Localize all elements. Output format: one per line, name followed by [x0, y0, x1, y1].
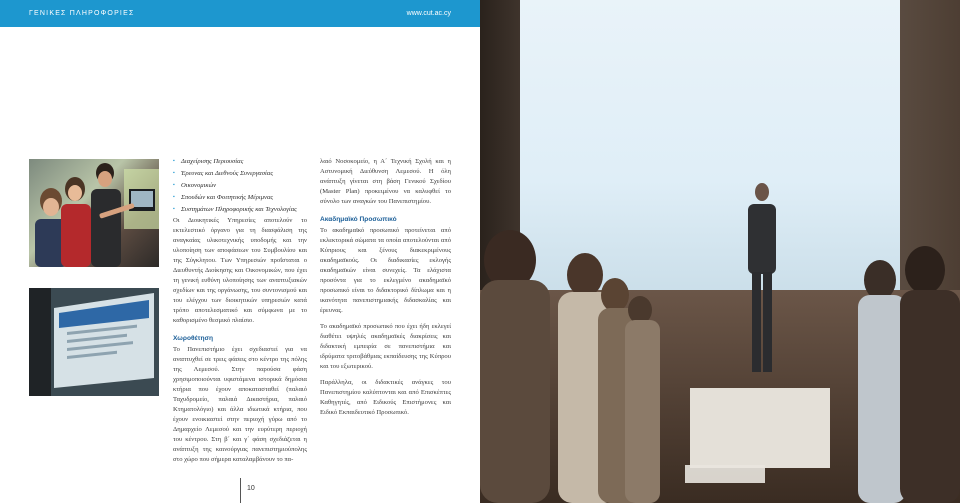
header-band — [0, 0, 480, 27]
left-text-column — [173, 157, 307, 465]
campus-heading: Χωροθέτηση — [173, 335, 214, 342]
students-illustration — [29, 159, 159, 267]
academic-paragraph: Το ακαδημαϊκό προσωπικό που έχει ήδη εκλεγεί διαθέτει υψηλές ακαδημαϊκές διακρίσεις και διδακτική εμπειρία σε πανεπιστήμια και ιδρύματα τριτοβάθμιας εκπαίδευσης της Κύπρου και του εξωτερικού. — [320, 323, 451, 370]
campus-paragraph: Το Πανεπιστήμιο έχει σχεδιαστεί για να αναπτυχθεί σε τρεις φάσεις στο κέντρο της πόλης της Λεμεσού. Στην παρούσα φάση χρησιμοποιούνται υφιστάμενα ιστορικά δημόσια κτήρια που έχουν αποκατασταθεί (παλαιό Ταχυδρομείο, παλαιά Δικαστήρια, παλαιό Κτηματολόγιο) και άλλα ιδιωτικά κτήρια, που έχουν ενοικιαστεί στην περιοχή γύρω από το Δημαρχείο Λεμεσού και την ευρύτερη περιοχή του κέντρου. Στη β΄ και γ΄ φάση σχεδιάζεται η ανάπτυξη της καινούργιας πανεπιστημιούπολης στο χώρο που σήμερα καταλαμβάνουν το πα- — [173, 346, 307, 463]
academic-paragraph: Παράλληλα, οι διδακτικές ανάγκες του Πανεπιστημίου καλύπτονται και από Επισκέπτες Καθηγητές, από Ειδικούς Επιστήμονες και Ειδικό Εκπαιδευτικό Προσωπικό. — [320, 379, 451, 416]
academic-staff-heading: Ακαδημαϊκό Προσωπικό — [320, 216, 397, 223]
computer-screen-photo — [29, 288, 159, 396]
campus-continuation: λαιό Νοσοκομείο, η Α΄ Τεχνική Σχολή και η Αστυνομική Διεύθυνση Λεμεσού. Η όλη ανάπτυξη γίνεται στη βάση Γενικού Σχεδίου (Master Plan) προκειμένου να καλυφθεί το σύνολο των αναγκών του Πανεπιστημίου. — [320, 158, 451, 205]
intro-paragraph: Οι Διοικητικές Υπηρεσίες αποτελούν το εκτελεστικό όργανο για τη διασφάλιση της αναγκαίας υλικοτεχνικής υποδομής και την υλοποίηση των αποφάσεων του Συμβουλίου και της Σύγκλητου. Των Υπηρεσιών προΐσταται ο Διευθυντής Διοίκησης και Οικονομικών, που έχει τη γενική ευθύνη υλοποίησης των αναπτυξιακών σχεδίων και της οργάνωσης, του συντονισμού και του ελέγχου των διοικητικών υπηρεσιών κατά τρόπο αποτελεσματικό και σύμφωνα με το καθορισμένο θεσμικό πλαίσιο. — [173, 217, 307, 324]
website-url[interactable]: www.cut.ac.cy — [406, 10, 451, 17]
audience-silhouettes — [480, 200, 960, 503]
academic-paragraph: Το ακαδημαϊκό προσωπικό προτείνεται από εκλεκτορικά σώματα τα οποία αποτελούνται από Κύπριους και ξένους διακεκριμένους ακαδημαϊκούς. Οι διαδικασίες εκλογής ακαδημαϊκών είναι συνεχείς. Τα ελάχιστα προσόντα για το εκλεγμένο ακαδημαϊκό προσωπικό είναι το διδακτορικό δίπλωμα και η ικανότητα πανεπιστημιακής διδασκαλίας και έρευνας. — [320, 227, 451, 314]
middle-text-column — [320, 157, 451, 418]
bullet-item: ▪ Σπουδών και Φοιτητικής Μέριμνας — [173, 193, 307, 203]
bullet-item: ▪ Οικονομικών — [173, 181, 307, 191]
page-number-rule — [240, 478, 241, 503]
computer-screen-illustration — [29, 288, 159, 396]
section-title: ΓΕΝΙΚΕΣ ΠΛΗΡΟΦΟΡΙΕΣ — [29, 10, 135, 17]
bullet-item: ▪ Συστημάτων Πληροφορικής και Τεχνολογίας — [173, 205, 307, 215]
bullet-item: ▪ Έρευνας και Διεθνούς Συνεργασίας — [173, 169, 307, 179]
page-number: 10 — [247, 485, 255, 492]
bullet-item: ▪ Διαχείρισης Περιουσίας — [173, 157, 307, 167]
students-photo — [29, 159, 159, 267]
lecture-hall-photo — [480, 0, 960, 503]
